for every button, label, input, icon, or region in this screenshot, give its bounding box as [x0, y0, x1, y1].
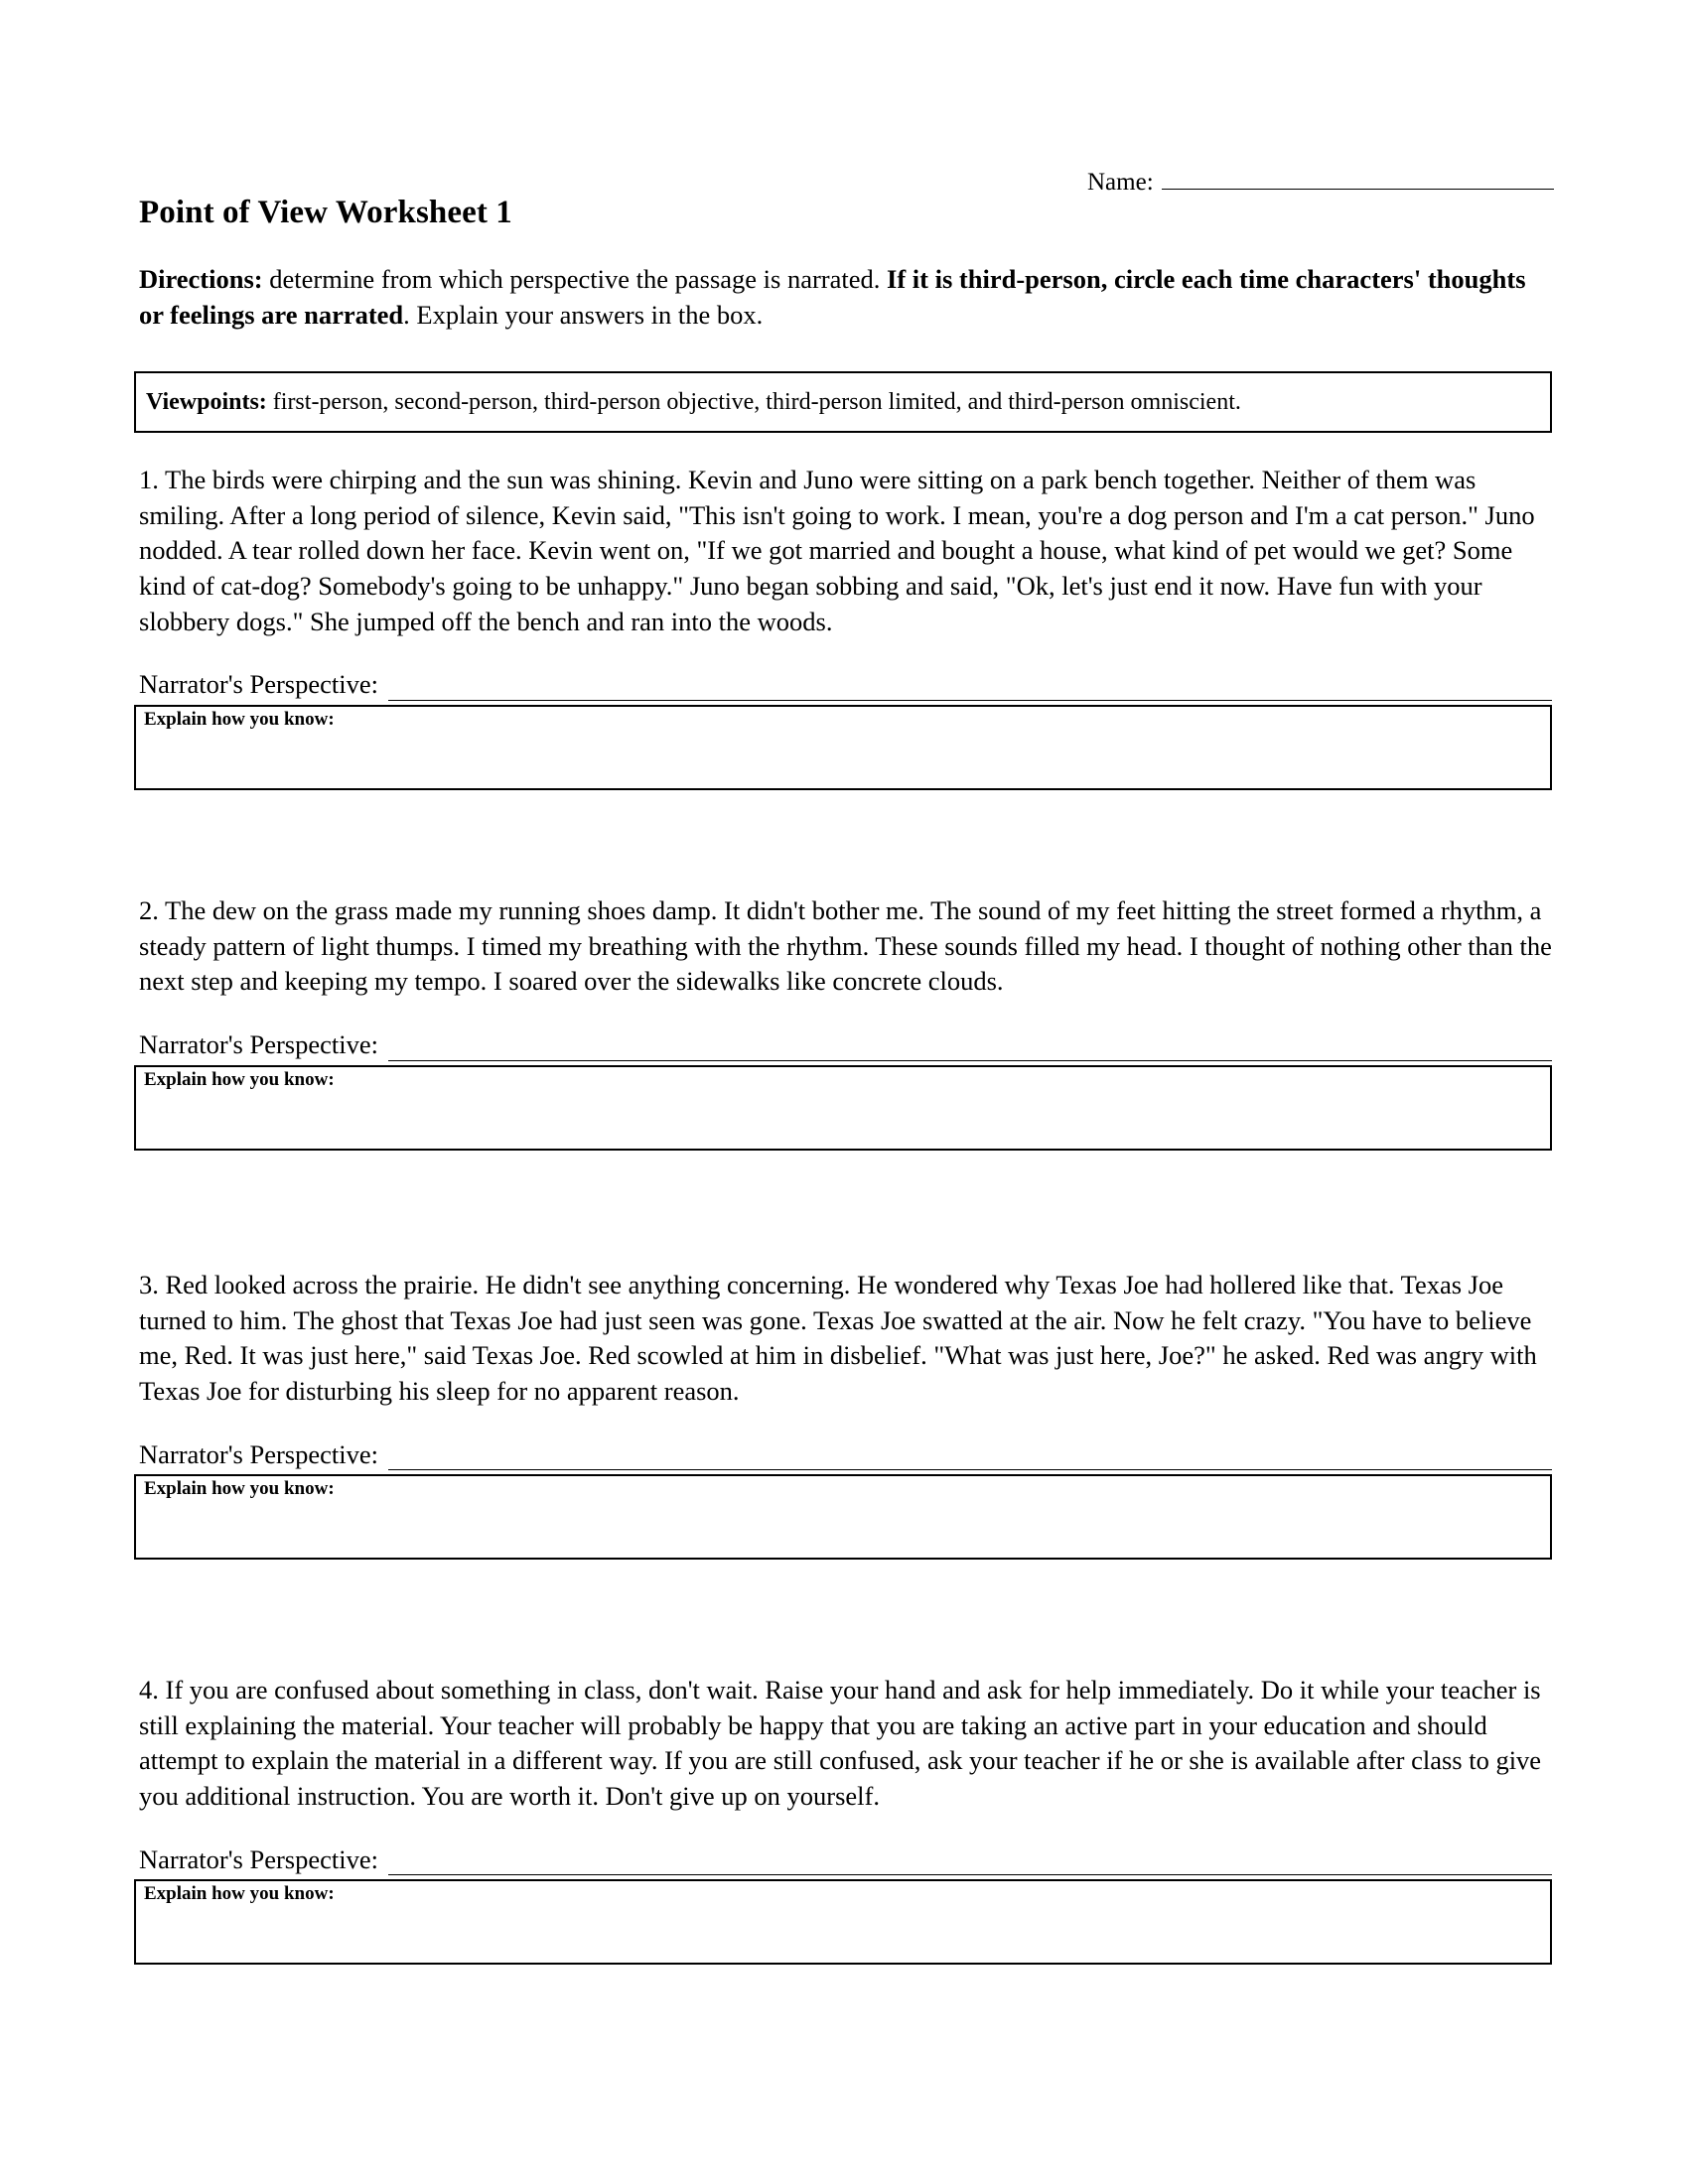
- perspective-label-2: Narrator's Perspective:: [139, 1028, 378, 1059]
- explain-box-3[interactable]: [134, 1474, 1552, 1560]
- viewpoints-label: Viewpoints:: [146, 388, 267, 415]
- name-input-blank[interactable]: [1162, 167, 1554, 190]
- explain-box-1[interactable]: [134, 705, 1552, 790]
- question-item-1: [134, 463, 1552, 790]
- explain-label-3: Explain how you know:: [144, 1478, 335, 1500]
- perspective-row-1: [134, 669, 1552, 701]
- page-title: Point of View Worksheet 1: [139, 195, 512, 230]
- directions-emphasis: If it is third-person, circle each time characters' thoughts or feelings are narrated: [139, 264, 1526, 330]
- question-item-3: [134, 1268, 1552, 1560]
- perspective-row-4: [134, 1844, 1552, 1876]
- passage-text-1: 1. The birds were chirping and the sun was shining. Kevin and Juno were sitting on a park bench together. Neither of them was smiling. After a long period of silence, Kevin said, "This isn't going to work. I mean, you're a dog person and I'm a cat person." Juno nodded. A tear rolled down her face. Kevin went on, "If we got married and bought a house, what kind of pet would we get? Some kind of cat-dog? Somebody's going to be unhappy." Juno began sobbing and said, "Ok, let's just end it now. Have fun with your slobbery dogs." She jumped off the bench and ran into the woods.: [139, 465, 1535, 636]
- name-label: Name:: [1087, 169, 1154, 196]
- perspective-answer-blank-2[interactable]: [388, 1034, 1552, 1061]
- directions-label: Directions:: [139, 264, 263, 294]
- directions-part-one: determine from which perspective the passage is narrated.: [262, 264, 888, 294]
- perspective-answer-blank-4[interactable]: [388, 1848, 1552, 1875]
- viewpoints-list: first-person, second-person, third-person objective, third-person limited, and third-person omniscient.: [266, 388, 1241, 415]
- perspective-row-3: [134, 1439, 1552, 1471]
- explain-box-4[interactable]: [134, 1879, 1552, 1965]
- question-item-2: [134, 893, 1552, 1151]
- explain-label-4: Explain how you know:: [144, 1883, 335, 1905]
- passage-text-2: 2. The dew on the grass made my running shoes damp. It didn't bother me. The sound of my feet hitting the street formed a rhythm, a steady pattern of light thumps. I timed my breathing with the rhythm. These sounds filled my head. I thought of nothing other than the next step and keeping my tempo. I soared over the sidewalks like concrete clouds.: [139, 895, 1552, 997]
- perspective-label-1: Narrator's Perspective:: [139, 669, 378, 700]
- explain-box-2[interactable]: [134, 1065, 1552, 1151]
- name-field-row: [1087, 167, 1554, 197]
- perspective-answer-blank-3[interactable]: [388, 1443, 1552, 1470]
- viewpoints-box: [134, 371, 1552, 433]
- viewpoints-text: [146, 388, 1241, 417]
- directions-paragraph: [139, 262, 1549, 333]
- directions-part-two: . Explain your answers in the box.: [403, 299, 764, 330]
- question-item-4: [134, 1673, 1552, 1965]
- perspective-row-2: [134, 1029, 1552, 1061]
- perspective-label-4: Narrator's Perspective:: [139, 1843, 378, 1874]
- passage-text-3: 3. Red looked across the prairie. He didn't see anything concerning. He wondered why Texas Joe had hollered like that. Texas Joe turned to him. The ghost that Texas Joe had just seen was gone. Texas Joe swatted at the air. Now he felt crazy. "You have to believe me, Red. It was just here," said Texas Joe. Red scowled at him in disbelief. "What was just here, Joe?" he asked. Red was angry with Texas Joe for disturbing his sleep for no apparent reason.: [139, 1270, 1537, 1406]
- explain-label-1: Explain how you know:: [144, 709, 335, 730]
- perspective-answer-blank-1[interactable]: [388, 674, 1552, 701]
- explain-label-2: Explain how you know:: [144, 1068, 335, 1090]
- perspective-label-3: Narrator's Perspective:: [139, 1438, 378, 1469]
- passage-text-4: 4. If you are confused about something in class, don't wait. Raise your hand and ask for help immediately. Do it while your teacher is still explaining the material. Your teacher will probably be happy that you are taking an active part in your education and should attempt to explain the material in a different way. If you are still confused, ask your teacher if he or she is available after class to give you additional instruction. You are worth it. Don't give up on yourself.: [139, 1675, 1542, 1811]
